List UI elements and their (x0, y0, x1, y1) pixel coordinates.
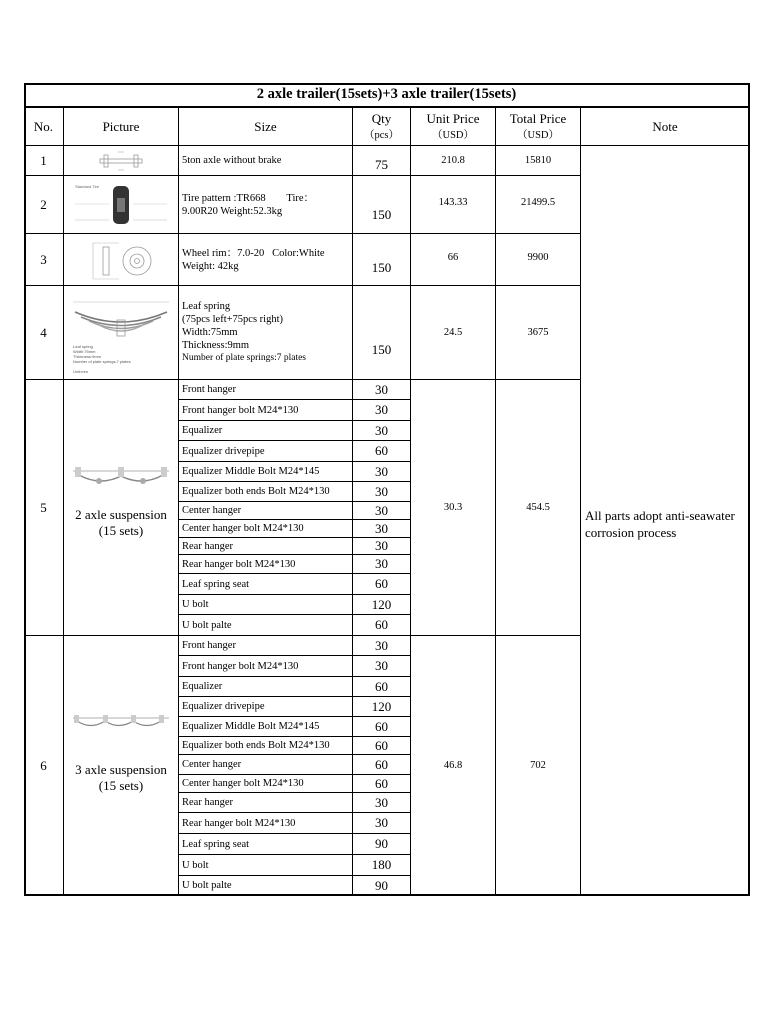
row-6-item-qty: 30 (353, 656, 411, 677)
row-4-no: 4 (24, 286, 64, 380)
row-3-total-price: 9900 (496, 234, 581, 286)
row-5-item-qty: 30 (353, 421, 411, 441)
row-6-unit-price: 46.8 (411, 636, 496, 896)
wheel-rim-drawing-icon (79, 237, 163, 283)
row-3-size (179, 234, 353, 286)
three-axle-suspension-drawing-icon (69, 708, 173, 738)
row-6-item-qty: 30 (353, 636, 411, 656)
row-4-total-price: 3675 (496, 286, 581, 380)
header-no-label: No. (33, 119, 54, 134)
row-6-item-qty: 60 (353, 677, 411, 697)
header-note-label: Note (652, 119, 678, 134)
row-1-qty: 75 (353, 146, 411, 176)
row-6-item-qty: 60 (353, 737, 411, 755)
row-5-item-qty: 30 (353, 520, 411, 538)
row-5-item-size: Equalizer Middle Bolt M24*145 (179, 462, 353, 482)
row-5-item-size: Equalizer both ends Bolt M24*130 (179, 482, 353, 502)
row-3-size-line-2: Weight: 42kg (182, 260, 239, 272)
note-text: All parts adopt anti-seawater corrosion process (585, 507, 735, 540)
row-5-no: 5 (24, 380, 64, 636)
row-5-item-qty: 30 (353, 400, 411, 421)
row-1-size (179, 146, 353, 176)
axle-drawing-icon (98, 149, 144, 173)
row-2-qty: 150 (353, 176, 411, 234)
row-5-item-size: Rear hanger bolt M24*130 (179, 555, 353, 574)
row-4-size-line-4: Thickness:9mm (182, 340, 250, 351)
leaf-spring-drawing-label-1: Leaf spring (73, 343, 93, 349)
row-2-size (179, 176, 353, 234)
leaf-spring-drawing-label-5: Unit:mm (73, 368, 88, 374)
two-axle-suspension-drawing-icon (69, 457, 173, 501)
header-total-price-label: Total Price (509, 110, 567, 126)
row-5-item-size: Front hanger (179, 380, 353, 400)
row-5-item-size: Center hanger (179, 502, 353, 520)
row-5-item-qty: 30 (353, 555, 411, 574)
header-total-price-unit: （USD） (516, 129, 559, 141)
header-qty-unit: （pcs） (364, 129, 399, 141)
row-5-total-price: 454.5 (496, 380, 581, 636)
row-6-item-size: U bolt palte (179, 876, 353, 896)
row-6-item-qty: 60 (353, 775, 411, 793)
row-6-item-qty: 30 (353, 813, 411, 834)
header-unit-price-unit: （USD） (431, 129, 474, 141)
row-6-item-size: Equalizer Middle Bolt M24*145 (179, 717, 353, 737)
row-3-picture (64, 234, 179, 286)
row-5-item-qty: 30 (353, 538, 411, 555)
row-6-item-size: Rear hanger bolt M24*130 (179, 813, 353, 834)
row-4-size (179, 286, 353, 380)
row-1-no: 1 (24, 146, 64, 176)
row-4-picture (64, 286, 179, 380)
row-6-item-qty: 30 (353, 793, 411, 813)
note-cell (581, 146, 750, 896)
row-6-item-size: Equalizer drivepipe (179, 697, 353, 717)
row-6-item-size: Center hanger (179, 755, 353, 775)
row-5-item-qty: 30 (353, 502, 411, 520)
row-5-item-size: U bolt (179, 595, 353, 615)
header-total-price (496, 108, 581, 146)
row-5-item-qty: 120 (353, 595, 411, 615)
row-5-item-size: Equalizer drivepipe (179, 441, 353, 462)
row-1-size-text: 5ton axle without brake (182, 155, 282, 166)
row-6-item-qty: 180 (353, 855, 411, 876)
row-6-item-size: Front hanger bolt M24*130 (179, 656, 353, 677)
leaf-spring-drawing-label-3: Thickness:9mm (73, 353, 102, 359)
header-picture (64, 108, 179, 146)
row-6-total-price: 702 (496, 636, 581, 896)
leaf-spring-drawing-icon (67, 290, 175, 376)
header-unit-price-label: Unit Price (426, 110, 480, 126)
row-6-picture-label-2: (15 sets) (98, 777, 144, 793)
row-3-no: 3 (24, 234, 64, 286)
row-5-item-size: Front hanger bolt M24*130 (179, 400, 353, 421)
row-5-item-size: Center hanger bolt M24*130 (179, 520, 353, 538)
row-6-item-size: Center hanger bolt M24*130 (179, 775, 353, 793)
row-5-item-qty: 30 (353, 482, 411, 502)
row-5-item-qty: 60 (353, 574, 411, 595)
row-5-item-qty: 30 (353, 462, 411, 482)
row-5-item-qty: 60 (353, 441, 411, 462)
row-5-picture-label-2: (15 sets) (98, 522, 144, 538)
tire-drawing-label: Standard Tire (75, 183, 100, 189)
row-4-unit-price: 24.5 (411, 286, 496, 380)
row-2-picture (64, 176, 179, 234)
header-note (581, 108, 750, 146)
header-qty (353, 108, 411, 146)
row-1-unit-price: 210.8 (411, 146, 496, 176)
row-6-picture-label-1: 3 axle suspension (75, 761, 167, 777)
row-2-no: 2 (24, 176, 64, 234)
row-3-unit-price: 66 (411, 234, 496, 286)
header-picture-label: Picture (102, 119, 140, 134)
row-6-item-size: Rear hanger (179, 793, 353, 813)
row-6-picture (64, 636, 179, 896)
header-qty-label: Qty (371, 110, 392, 126)
row-5-item-size: U bolt palte (179, 615, 353, 636)
row-5-item-size: Equalizer (179, 421, 353, 441)
row-6-no: 6 (24, 636, 64, 896)
header-size-label: Size (254, 119, 277, 134)
header-unit-price (411, 108, 496, 146)
row-2-total-price: 21499.5 (496, 176, 581, 234)
row-6-item-qty: 90 (353, 876, 411, 896)
row-4-qty: 150 (353, 286, 411, 380)
row-5-item-qty: 30 (353, 380, 411, 400)
row-3-size-line-1: Wheel rim：7.0-20 Color:White (182, 247, 325, 259)
row-1-picture (64, 146, 179, 176)
row-6-item-size: Leaf spring seat (179, 834, 353, 855)
leaf-spring-drawing-label-2: Width:75mm (73, 348, 96, 354)
row-6-item-size: U bolt (179, 855, 353, 876)
header-no (24, 108, 64, 146)
row-6-item-size: Equalizer both ends Bolt M24*130 (179, 737, 353, 755)
row-6-item-size: Front hanger (179, 636, 353, 656)
row-6-item-qty: 60 (353, 717, 411, 737)
row-4-size-line-3: Width:75mm (182, 327, 238, 338)
row-6-item-qty: 60 (353, 755, 411, 775)
row-4-size-line-1: Leaf spring (182, 301, 231, 312)
row-2-unit-price: 143.33 (411, 176, 496, 234)
row-5-item-size: Rear hanger (179, 538, 353, 555)
row-1-total-price: 15810 (496, 146, 581, 176)
row-3-qty: 150 (353, 234, 411, 286)
row-5-picture-label-1: 2 axle suspension (75, 506, 167, 522)
header-size (179, 108, 353, 146)
row-6-item-qty: 120 (353, 697, 411, 717)
row-5-item-qty: 60 (353, 615, 411, 636)
tire-drawing-icon (71, 180, 171, 230)
row-2-size-line-2: 9.00R20 Weight:52.3kg (182, 205, 283, 217)
row-5-item-size: Leaf spring seat (179, 574, 353, 595)
row-4-size-line-2: (75pcs left+75pcs right) (182, 314, 283, 325)
leaf-spring-drawing-label-4: Number of plate springs:7 plates (73, 358, 131, 364)
row-4-size-line-5: Number of plate springs:7 plates (182, 353, 307, 363)
table-title: 2 axle trailer(15sets)+3 axle trailer(15sets) (24, 83, 750, 108)
row-6-item-size: Equalizer (179, 677, 353, 697)
row-5-picture (64, 380, 179, 636)
row-2-size-line-1: Tire pattern :TR668 Tire： (182, 192, 315, 204)
row-5-unit-price: 30.3 (411, 380, 496, 636)
row-6-item-qty: 90 (353, 834, 411, 855)
